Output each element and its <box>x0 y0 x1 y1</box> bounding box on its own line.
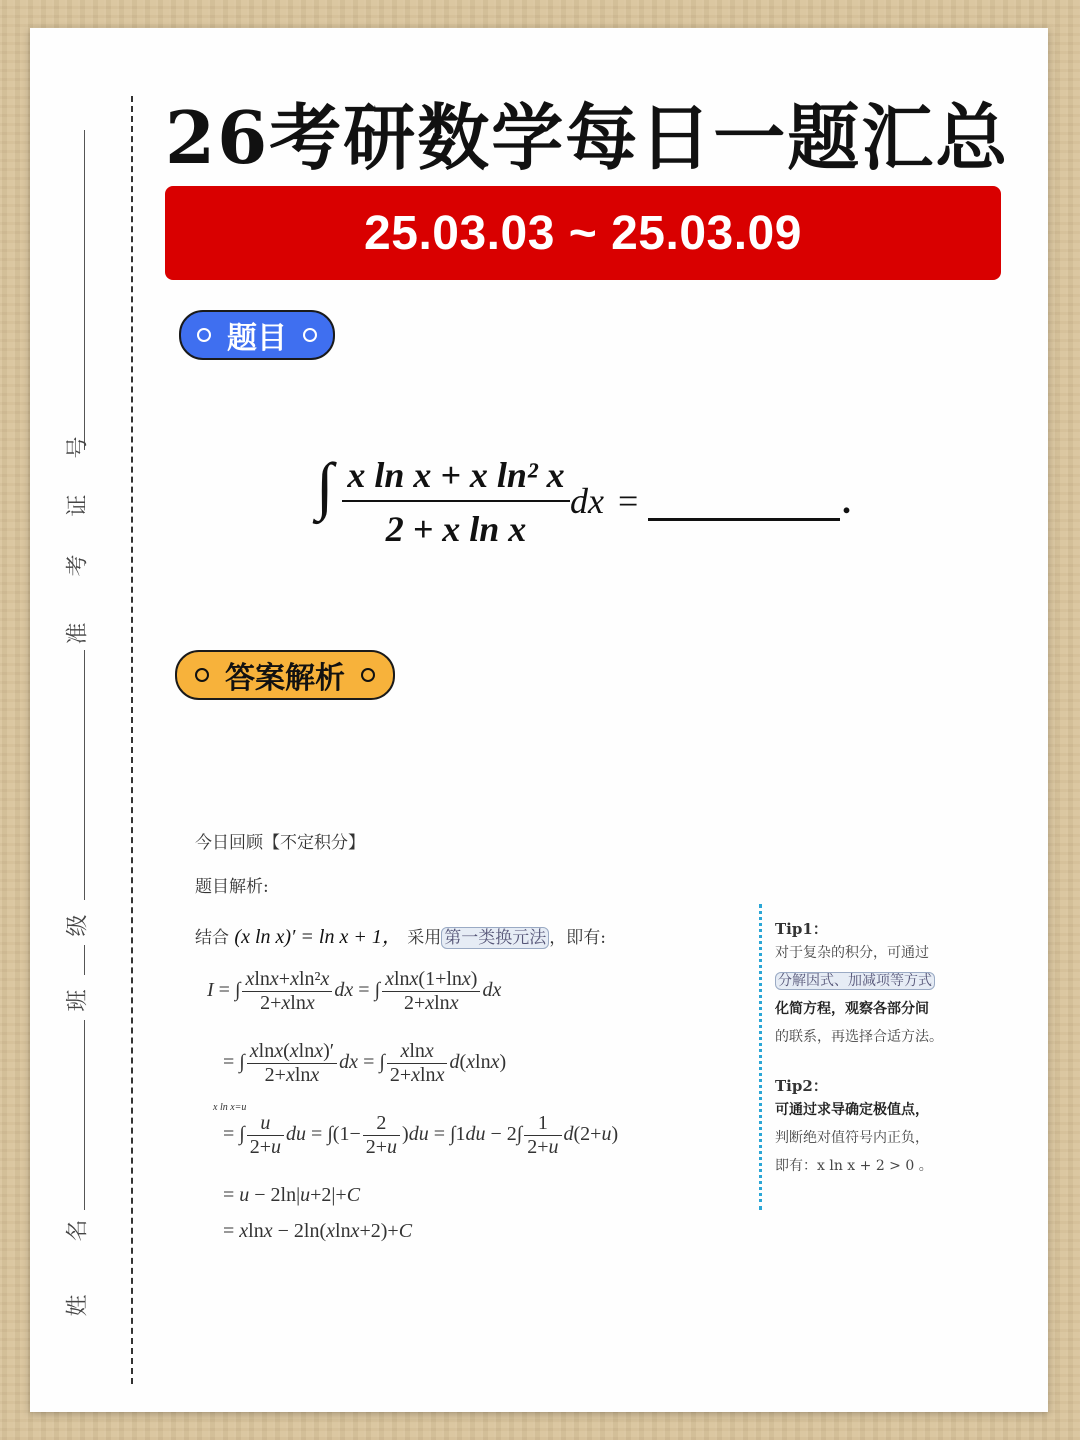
problem-formula <box>316 440 876 560</box>
solution-step-3: = ∫ $\frac{u}{2+u}$ du = ∫(1− $\frac{2}{2+u}$ )du = ∫1du − 2∫ $\frac{1}{2+u}$ d(2+u) <box>223 1112 619 1158</box>
solution-step-5: = xlnx − 2ln(xlnx+2)+C <box>223 1220 413 1242</box>
review-heading: 今日回顾【不定积分】 <box>195 833 365 853</box>
substitution-note: x ln x=u <box>213 1102 247 1113</box>
question-label: 题目 <box>227 321 287 356</box>
field-label-exam-number-3: 考 <box>65 554 91 577</box>
field-label-class-2: 班 <box>65 989 91 1012</box>
binding-dashed-line <box>131 96 133 1384</box>
intro-formula: (x ln x)′ = ln x + 1， <box>234 926 402 948</box>
tip1-title: Tip1： <box>775 920 828 938</box>
analysis-heading: 题目解析: <box>195 877 269 897</box>
field-line-class <box>84 650 85 900</box>
page-title: 26考研数学每日一题汇总 <box>165 95 1010 180</box>
tips-separator <box>759 904 762 1210</box>
tip1-line-4: 的联系，再选择合适方法。 <box>775 1029 943 1045</box>
solution-step-2: = ∫ $\frac{xlnx(xlnx)'}{2+xlnx}$ dx = ∫ $\frac{xlnx}{2+xlnx}$ d(xlnx) <box>223 1040 507 1086</box>
tips-column <box>775 918 975 1180</box>
date-banner <box>165 186 1001 280</box>
solution-intro <box>195 920 606 949</box>
intro-mid: 采用 <box>407 928 442 948</box>
answer-label: 答案解析 <box>225 661 345 696</box>
problem-period: . <box>842 481 851 521</box>
intro-suffix: ，即有: <box>549 928 606 948</box>
solution-step-1: I = ∫ $\frac{\text{xlnx+xln²x}}{2+xlnx}$ dx = ∫ $\frac{xlnx(1+\ln x)}{2+xlnx}$ dx <box>207 968 502 1014</box>
tip1-line-1: 对于复杂的积分，可通过 <box>775 945 929 961</box>
field-label-exam-number-2: 证 <box>65 494 91 517</box>
field-label-name-1: 名 <box>65 1219 91 1242</box>
tip1-highlight: 分解因式、加减项等方式 <box>775 972 935 990</box>
tip1-text <box>775 939 975 1051</box>
tip2-line-3: 即有：x ln x + 2 > 0 。 <box>775 1158 933 1174</box>
answer-blank <box>648 518 840 521</box>
field-line-exam-number <box>84 130 85 450</box>
pill-dot-icon <box>195 668 209 682</box>
problem-denominator: 2 + x ln x <box>385 509 527 549</box>
tip1-line-3: 化简方程，观察各部分间 <box>775 1001 929 1017</box>
solution-step-4: = u − 2ln|u+2|+C <box>223 1184 361 1206</box>
integral-sign: ∫ <box>316 450 334 521</box>
pill-dot-icon <box>197 328 211 342</box>
pill-dot-icon <box>303 328 317 342</box>
answer-label-pill <box>175 650 395 700</box>
field-label-name-2: 姓 <box>65 1294 91 1317</box>
intro-prefix: 结合 <box>195 928 229 948</box>
question-label-pill <box>179 310 335 360</box>
problem-differential: dx <box>570 481 604 521</box>
tip2-text <box>775 1096 975 1180</box>
pill-dot-icon <box>361 668 375 682</box>
field-line-class-gap <box>84 945 85 975</box>
method-highlight: 第一类换元法 <box>441 927 549 949</box>
field-label-exam-number-4: 准 <box>65 622 91 645</box>
tip2-line-1: 可通过求导确定极值点， <box>775 1102 929 1118</box>
tip1-line-2 <box>775 967 975 995</box>
tip2-title: Tip2： <box>775 1077 828 1095</box>
problem-numerator-text: x ln x + x ln² x <box>347 455 565 495</box>
field-line-name <box>84 1020 85 1210</box>
problem-equals: = <box>618 481 639 521</box>
date-range: 25.03.03 ~ 25.03.09 <box>364 206 802 260</box>
field-label-exam-number-1: 号 <box>65 436 91 459</box>
tip2-line-2: 判断绝对值符号内正负， <box>775 1130 929 1146</box>
field-label-class-1: 级 <box>65 914 91 937</box>
problem-numerator <box>342 454 570 502</box>
